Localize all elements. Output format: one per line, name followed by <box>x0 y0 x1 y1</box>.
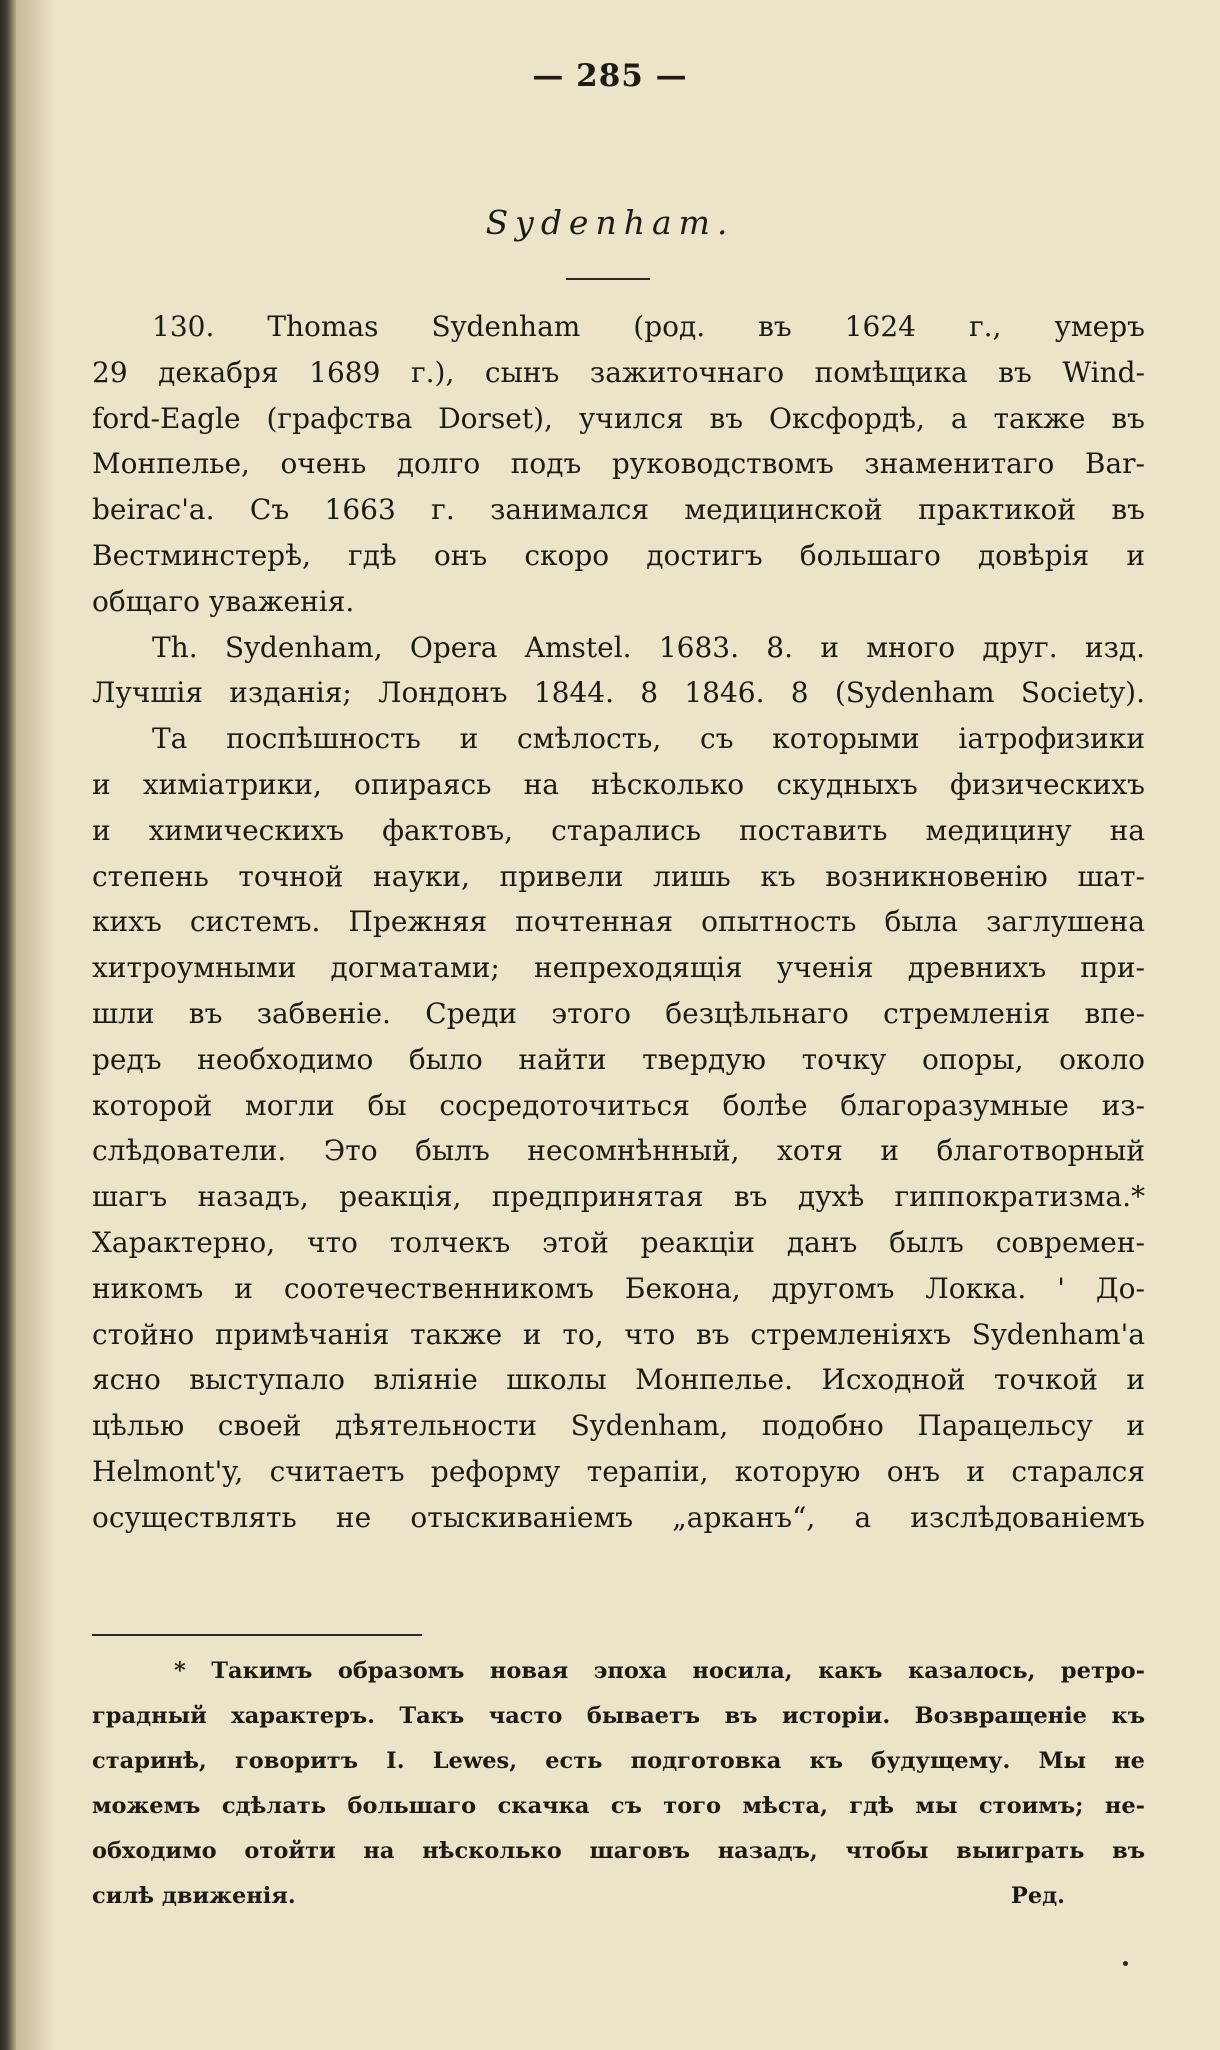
text-line: шагъ назадъ, реакція, предпринятая въ духѣ гиппократизма.* <box>92 1180 1145 1214</box>
footnote-line: * Такимъ образомъ новая эпоха носила, какъ казалось, ретро- <box>174 1658 1145 1684</box>
text-line: осуществлять не отыскиваніемъ „арканъ“, а изслѣдованіемъ <box>92 1500 1145 1534</box>
footnote <box>92 1649 1145 1919</box>
citation-line: Th. Sydenham, Opera Amstel. 1683. 8. и много друг. изд. <box>152 630 1145 664</box>
binding-shadow <box>16 0 56 2050</box>
footnote-line: градный характеръ. Такъ часто бываетъ въ исторіи. Возвращеніе къ <box>92 1703 1145 1729</box>
footnote-line: старинѣ, говоритъ I. Lewes, есть подготовка къ будущему. Мы не <box>92 1748 1145 1774</box>
text-line: и химическихъ фактовъ, старались поставить медицину на <box>92 813 1145 847</box>
text-line: beirac'a. Съ 1663 г. занимался медицинской практикой въ <box>92 493 1145 527</box>
editor-mark: Ред. <box>1010 1883 1065 1909</box>
text-line: и химіатрики, опираясь на нѣсколько скудныхъ физическихъ <box>92 767 1145 801</box>
text-line: степень точной науки, привели лишь къ возникновенію шат- <box>92 859 1145 893</box>
footnote-line-end: силѣ движенія. <box>92 1883 296 1909</box>
text-line: Helmont'y, считаетъ реформу терапіи, которую онъ и старался <box>92 1454 1145 1488</box>
footnote-last-line <box>92 1874 1145 1919</box>
heading-divider <box>566 278 650 280</box>
text-line: Та поспѣшность и смѣлость, съ которыми іатрофизики <box>152 722 1145 756</box>
text-line: ясно выступало вліяніе школы Монпелье. Исходной точкой и <box>92 1363 1145 1397</box>
text-line: никомъ и соотечественникомъ Бекона, другомъ Локка. ' До- <box>92 1271 1145 1305</box>
text-line: шли въ забвеніе. Среди этого безцѣльнаго стремленія впе- <box>92 996 1145 1030</box>
section-heading: Sydenham. <box>485 203 735 242</box>
text-line: стойно примѣчанія также и то, что въ стремленіяхъ Sydenham'a <box>92 1317 1145 1351</box>
text-line: цѣлью своей дѣятельности Sydenham, подобно Парацельсу и <box>92 1409 1145 1443</box>
citation-line: Лучшія изданія; Лондонъ 1844. 8 1846. 8 (Sydenham Society). <box>92 676 1145 710</box>
text-line: которой могли бы сосредоточиться болѣе благоразумные из- <box>92 1088 1145 1122</box>
body-text <box>92 304 1145 1541</box>
ink-dot <box>1123 1961 1128 1966</box>
footnote-line: можемъ сдѣлать большаго скачка съ того мѣста, гдѣ мы стоимъ; не- <box>92 1793 1145 1819</box>
text-line: 29 декабря 1689 г.), сынъ зажиточнаго помѣщика въ Wind- <box>92 355 1145 389</box>
text-line: Вестминстерѣ, гдѣ онъ скоро достигъ большаго довѣрія и <box>92 538 1145 572</box>
text-line: общаго уваженія. <box>92 584 355 618</box>
text-line: редъ необходимо было найти твердую точку опоры, около <box>92 1042 1145 1076</box>
text-line: хитроумными догматами; непреходящія ученія древнихъ при- <box>92 951 1145 985</box>
book-binding-edge <box>0 0 16 2050</box>
text-line: Характерно, что толчекъ этой реакціи данъ былъ современ- <box>92 1225 1145 1259</box>
footnote-line: обходимо отойти на нѣсколько шаговъ назадъ, чтобы выиграть въ <box>92 1838 1145 1864</box>
text-line: ford-Eagle (графства Dorset), учился въ Оксфордѣ, а также въ <box>92 401 1145 435</box>
text-line: Монпелье, очень долго подъ руководствомъ знаменитаго Bar- <box>92 447 1145 481</box>
text-line: слѣдователи. Это былъ несомнѣнный, хотя и благотворный <box>92 1134 1145 1168</box>
footnote-divider <box>92 1634 422 1636</box>
page-number: — 285 — <box>532 58 688 94</box>
text-line: кихъ системъ. Прежняя почтенная опытность была заглушена <box>92 905 1145 939</box>
text-line: 130. Thomas Sydenham (род. въ 1624 г., умеръ <box>152 310 1145 343</box>
